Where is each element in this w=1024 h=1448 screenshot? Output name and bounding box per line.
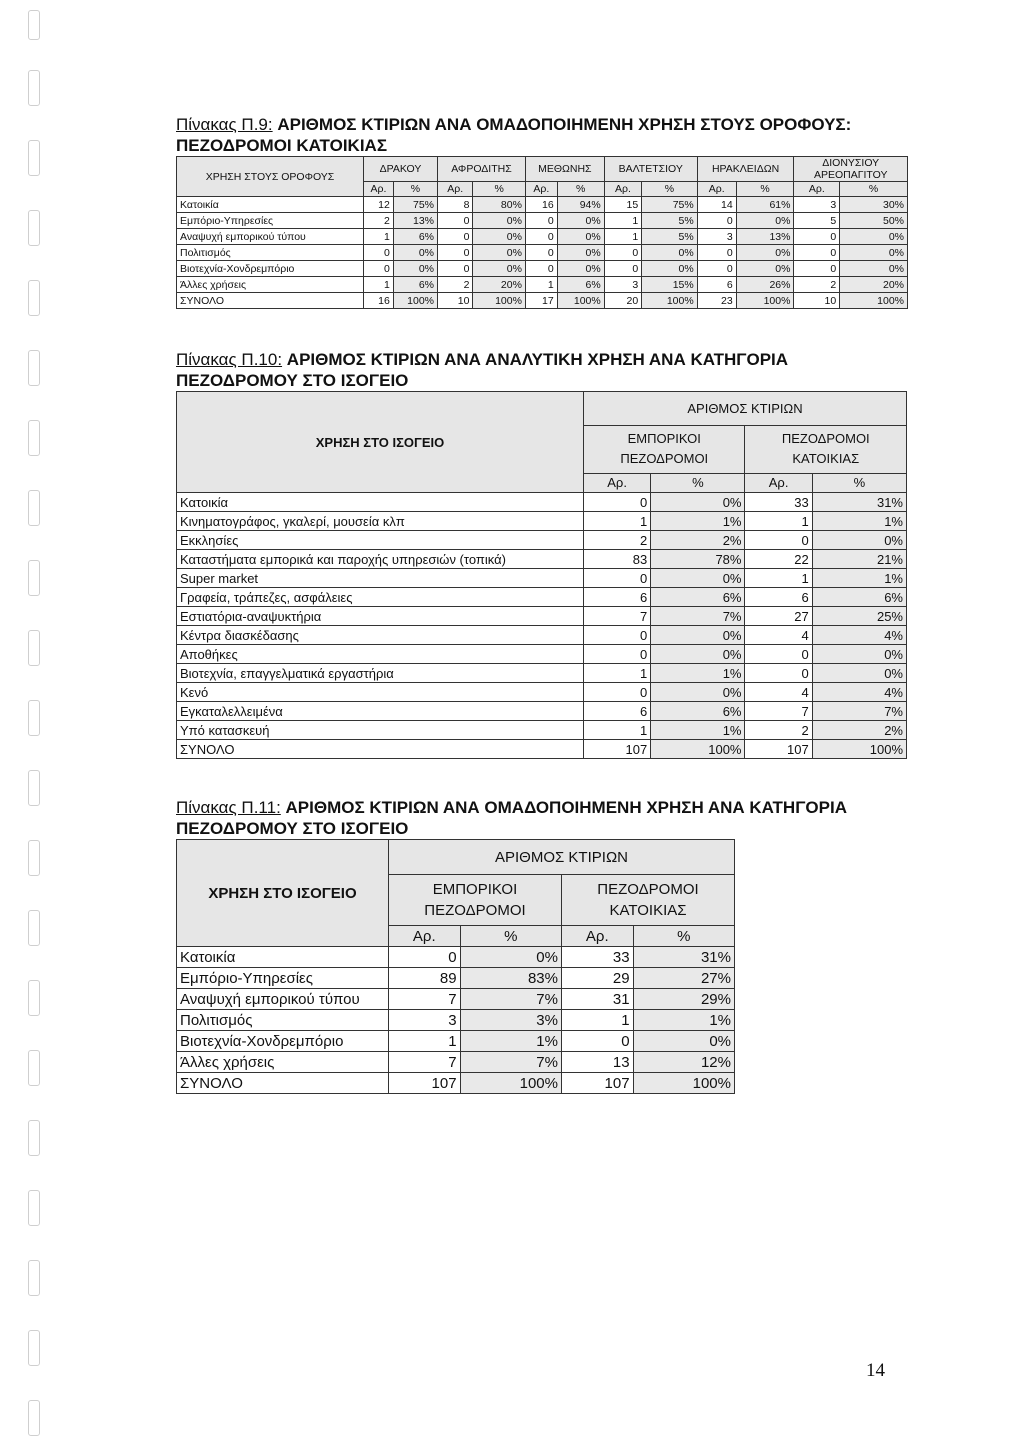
count-cell: 16 [525,197,557,213]
count-cell: 1 [525,277,557,293]
percent-cell: 1% [651,512,745,531]
table-row [177,569,907,588]
count-cell: 23 [697,293,736,309]
table9-caption [176,114,851,156]
percent-cell: 7% [460,1052,561,1073]
row-label: Εμπόριο-Υπηρεσίες [177,213,364,229]
percent-cell: 6% [812,588,906,607]
percent-cell: 0% [840,245,908,261]
row-label: ΣΥΝΟΛΟ [177,293,364,309]
table9-sub-count: Αρ. [604,182,642,197]
percent-cell: 75% [393,197,437,213]
count-cell: 13 [561,1052,633,1073]
count-cell: 2 [364,213,394,229]
count-cell: 1 [584,664,651,683]
count-cell: 0 [604,245,642,261]
count-cell: 3 [697,229,736,245]
count-cell: 6 [697,277,736,293]
count-cell: 0 [584,683,651,702]
percent-cell: 0% [460,947,561,968]
table-row [177,197,908,213]
table11-col1-header: ΕΜΠΟΡΙΚΟΙ ΠΕΖΟΔΡΟΜΟΙ [389,875,562,926]
table-row [177,721,907,740]
row-label: Άλλες χρήσεις [177,277,364,293]
percent-cell: 0% [736,245,794,261]
table10-group-header: ΑΡΙΘΜΟΣ ΚΤΙΡΙΩΝ [584,392,907,426]
percent-cell: 0% [736,261,794,277]
table11-caption-title-line2: ΠΕΖΟΔΡΟΜΟΥ ΣΤΟ ΙΣΟΓΕΙΟ [176,819,409,838]
percent-cell: 0% [812,645,906,664]
table10-caption-label: Πίνακας Π.10: [176,350,283,369]
percent-cell: 2% [651,531,745,550]
table11-sub-pct: % [460,926,561,947]
count-cell: 0 [584,493,651,512]
count-cell: 0 [438,213,473,229]
percent-cell: 0% [557,261,604,277]
table-row [177,989,735,1010]
count-cell: 1 [584,721,651,740]
table9-sub-count: Αρ. [697,182,736,197]
percent-cell: 3% [460,1010,561,1031]
percent-cell: 1% [633,1010,734,1031]
count-cell: 3 [604,277,642,293]
row-label: Βιοτεχνία, επαγγελματικά εργαστήρια [177,664,584,683]
table11-row-header: ΧΡΗΣΗ ΣΤΟ ΙΣΟΓΕΙΟ [177,840,389,947]
count-cell: 31 [561,989,633,1010]
table11 [176,839,735,1094]
percent-cell: 83% [460,968,561,989]
percent-cell: 100% [557,293,604,309]
row-label: Αναψυχή εμπορικού τύπου [177,989,389,1010]
count-cell: 0 [525,213,557,229]
percent-cell: 100% [736,293,794,309]
table-row [177,245,908,261]
count-cell: 0 [584,645,651,664]
percent-cell: 0% [473,229,525,245]
percent-cell: 0% [557,229,604,245]
row-label: Κατοικία [177,493,584,512]
count-cell: 89 [389,968,461,989]
count-cell: 2 [584,531,651,550]
percent-cell: 31% [812,493,906,512]
row-label: Κενό [177,683,584,702]
table9-col-header: ΑΦΡΟΔΙΤΗΣ [438,157,526,182]
percent-cell: 12% [633,1052,734,1073]
table-row [177,261,908,277]
row-label: Εγκαταλελλειμένα [177,702,584,721]
percent-cell: 6% [393,277,437,293]
table9-col-header: ΔΙΟΝΥΣΙΟΥ ΑΡΕΟΠΑΓΙΤΟΥ [794,157,908,182]
row-label: Εκκλησίες [177,531,584,550]
row-label: Αναψυχή εμπορικού τύπου [177,229,364,245]
table9-col-header: ΒΑΛΤΕΤΣΙΟΥ [604,157,697,182]
count-cell: 0 [438,245,473,261]
percent-cell: 1% [812,569,906,588]
percent-cell: 0% [736,213,794,229]
percent-cell: 7% [460,989,561,1010]
count-cell: 7 [389,989,461,1010]
count-cell: 0 [525,229,557,245]
table11-sub-pct: % [633,926,734,947]
table-row [177,213,908,229]
percent-cell: 5% [642,229,697,245]
table-row [177,664,907,683]
table-row [177,1073,735,1094]
table10-caption [176,349,788,391]
row-label: Εμπόριο-Υπηρεσίες [177,968,389,989]
table-row [177,683,907,702]
table11-caption-title-line1: ΑΡΙΘΜΟΣ ΚΤΙΡΙΩΝ ΑΝΑ ΟΜΑΔΟΠΟΙΗΜΕΝΗ ΧΡΗΣΗ ΑΝΑ ΚΑΤΗΓΟΡΙΑ [285,798,847,817]
percent-cell: 100% [633,1073,734,1094]
percent-cell: 0% [651,683,745,702]
row-label: ΣΥΝΟΛΟ [177,740,584,759]
table9-caption-label: Πίνακας Π.9: [176,115,273,134]
row-label: Αποθήκες [177,645,584,664]
page-number: 14 [866,1360,885,1381]
table-row [177,1010,735,1031]
table10-sub-pct: % [651,473,745,492]
percent-cell: 0% [473,245,525,261]
count-cell: 7 [584,607,651,626]
table-row [177,493,907,512]
row-label: Κέντρα διασκέδασης [177,626,584,645]
table-row [177,645,907,664]
count-cell: 1 [389,1031,461,1052]
table10-col1-header: ΕΜΠΟΡΙΚΟΙ ΠΕΖΟΔΡΟΜΟΙ [584,425,745,473]
table10-sub-count: Αρ. [584,473,651,492]
table-row [177,229,908,245]
count-cell: 2 [745,721,812,740]
percent-cell: 13% [393,213,437,229]
percent-cell: 0% [633,1031,734,1052]
count-cell: 2 [794,277,840,293]
table-row [177,740,907,759]
count-cell: 0 [794,229,840,245]
percent-cell: 6% [557,277,604,293]
table9-col-header: ΔΡΑΚΟΥ [364,157,438,182]
percent-cell: 1% [812,512,906,531]
percent-cell: 20% [473,277,525,293]
row-label: Κινηματογράφος, γκαλερί, μουσεία κλπ [177,512,584,531]
percent-cell: 15% [642,277,697,293]
table-row [177,588,907,607]
percent-cell: 100% [473,293,525,309]
count-cell: 0 [438,261,473,277]
count-cell: 0 [364,245,394,261]
count-cell: 0 [745,664,812,683]
count-cell: 6 [745,588,812,607]
count-cell: 1 [745,569,812,588]
table-row [177,550,907,569]
binding-holes [28,0,48,1448]
percent-cell: 0% [651,569,745,588]
table9-row-header: ΧΡΗΣΗ ΣΤΟΥΣ ΟΡΟΦΟΥΣ [177,157,364,197]
percent-cell: 4% [812,626,906,645]
percent-cell: 0% [651,645,745,664]
percent-cell: 100% [651,740,745,759]
percent-cell: 26% [736,277,794,293]
count-cell: 12 [364,197,394,213]
table9-col-header: ΗΡΑΚΛΕΙΔΩΝ [697,157,794,182]
percent-cell: 0% [812,531,906,550]
table9-caption-title-line2: ΠΕΖΟΔΡΟΜΟΙ ΚΑΤΟΙΚΙΑΣ [176,136,388,155]
table10-caption-title-line1: ΑΡΙΘΜΟΣ ΚΤΙΡΙΩΝ ΑΝΑ ΑΝΑΛΥΤΙΚΗ ΧΡΗΣΗ ΑΝΑ ΚΑΤΗΓΟΡΙΑ [286,350,789,369]
percent-cell: 100% [460,1073,561,1094]
percent-cell: 31% [633,947,734,968]
percent-cell: 0% [812,664,906,683]
table-row [177,968,735,989]
count-cell: 1 [364,229,394,245]
percent-cell: 5% [642,213,697,229]
table9-sub-count: Αρ. [794,182,840,197]
table11-caption-label: Πίνακας Π.11: [176,798,281,817]
percent-cell: 6% [393,229,437,245]
count-cell: 0 [697,213,736,229]
percent-cell: 0% [651,626,745,645]
percent-cell: 0% [557,213,604,229]
count-cell: 16 [364,293,394,309]
percent-cell: 7% [651,607,745,626]
count-cell: 0 [745,645,812,664]
table11-sub-count: Αρ. [389,926,461,947]
percent-cell: 21% [812,550,906,569]
row-label: Άλλες χρήσεις [177,1052,389,1073]
percent-cell: 0% [473,213,525,229]
table10-col2-header: ΠΕΖΟΔΡΟΜΟΙ ΚΑΤΟΙΚΙΑΣ [745,425,907,473]
table-row [177,1031,735,1052]
percent-cell: 50% [840,213,908,229]
count-cell: 107 [389,1073,461,1094]
count-cell: 1 [745,512,812,531]
count-cell: 0 [794,261,840,277]
percent-cell: 0% [473,261,525,277]
row-label: Βιοτεχνία-Χονδρεμπόριο [177,261,364,277]
percent-cell: 78% [651,550,745,569]
table-row [177,293,908,309]
table9-sub-count: Αρ. [364,182,394,197]
table9-sub-count: Αρ. [438,182,473,197]
table10-sub-count: Αρ. [745,473,812,492]
percent-cell: 29% [633,989,734,1010]
row-label: Κατοικία [177,197,364,213]
percent-cell: 7% [812,702,906,721]
count-cell: 1 [364,277,394,293]
percent-cell: 25% [812,607,906,626]
row-label: Υπό κατασκευή [177,721,584,740]
percent-cell: 100% [393,293,437,309]
row-label: Πολιτισμός [177,245,364,261]
count-cell: 0 [604,261,642,277]
table10-sub-pct: % [812,473,906,492]
percent-cell: 30% [840,197,908,213]
row-label: ΣΥΝΟΛΟ [177,1073,389,1094]
percent-cell: 13% [736,229,794,245]
table11-col2-header: ΠΕΖΟΔΡΟΜΟΙ ΚΑΤΟΙΚΙΑΣ [561,875,734,926]
count-cell: 1 [604,213,642,229]
count-cell: 10 [438,293,473,309]
percent-cell: 100% [812,740,906,759]
count-cell: 0 [697,261,736,277]
percent-cell: 0% [651,493,745,512]
count-cell: 3 [794,197,840,213]
percent-cell: 75% [642,197,697,213]
table-row [177,947,735,968]
percent-cell: 27% [633,968,734,989]
count-cell: 0 [745,531,812,550]
table9-sub-pct: % [557,182,604,197]
percent-cell: 4% [812,683,906,702]
table9-sub-count: Αρ. [525,182,557,197]
count-cell: 0 [561,1031,633,1052]
percent-cell: 0% [840,229,908,245]
count-cell: 0 [794,245,840,261]
row-label: Καταστήματα εμπορικά και παροχής υπηρεσιών (τοπικά) [177,550,584,569]
table9-caption-title-line1: ΑΡΙΘΜΟΣ ΚΤΙΡΙΩΝ ΑΝΑ ΟΜΑΔΟΠΟΙΗΜΕΝΗ ΧΡΗΣΗ ΣΤΟΥΣ ΟΡΟΦΟΥΣ: [277,115,852,134]
count-cell: 29 [561,968,633,989]
percent-cell: 1% [651,721,745,740]
count-cell: 6 [584,588,651,607]
count-cell: 14 [697,197,736,213]
count-cell: 0 [525,261,557,277]
count-cell: 1 [604,229,642,245]
percent-cell: 20% [840,277,908,293]
percent-cell: 2% [812,721,906,740]
percent-cell: 1% [460,1031,561,1052]
count-cell: 4 [745,626,812,645]
percent-cell: 100% [840,293,908,309]
count-cell: 7 [389,1052,461,1073]
table-row [177,626,907,645]
count-cell: 33 [561,947,633,968]
row-label: Γραφεία, τράπεζες, ασφάλειες [177,588,584,607]
count-cell: 20 [604,293,642,309]
percent-cell: 0% [557,245,604,261]
table11-sub-count: Αρ. [561,926,633,947]
count-cell: 5 [794,213,840,229]
count-cell: 4 [745,683,812,702]
count-cell: 17 [525,293,557,309]
table-row [177,1052,735,1073]
count-cell: 107 [745,740,812,759]
count-cell: 33 [745,493,812,512]
row-label: Πολιτισμός [177,1010,389,1031]
count-cell: 8 [438,197,473,213]
table9-sub-pct: % [473,182,525,197]
count-cell: 107 [561,1073,633,1094]
row-label: Εστιατόρια-αναψυκτήρια [177,607,584,626]
table11-caption [176,797,847,839]
percent-cell: 0% [642,261,697,277]
count-cell: 22 [745,550,812,569]
count-cell: 0 [389,947,461,968]
table9-sub-pct: % [840,182,908,197]
row-label: Κατοικία [177,947,389,968]
table9-sub-pct: % [393,182,437,197]
count-cell: 27 [745,607,812,626]
count-cell: 0 [364,261,394,277]
count-cell: 1 [584,512,651,531]
table-row [177,277,908,293]
count-cell: 0 [697,245,736,261]
table-row [177,702,907,721]
count-cell: 1 [561,1010,633,1031]
count-cell: 0 [584,626,651,645]
table11-group-header: ΑΡΙΘΜΟΣ ΚΤΙΡΙΩΝ [389,840,735,875]
table10 [176,391,907,759]
row-label: Βιοτεχνία-Χονδρεμπόριο [177,1031,389,1052]
percent-cell: 6% [651,588,745,607]
table-row [177,512,907,531]
table9-sub-pct: % [642,182,697,197]
percent-cell: 100% [642,293,697,309]
table9-sub-pct: % [736,182,794,197]
count-cell: 0 [525,245,557,261]
table9 [176,156,908,309]
table-row [177,607,907,626]
percent-cell: 1% [651,664,745,683]
count-cell: 0 [438,229,473,245]
percent-cell: 94% [557,197,604,213]
percent-cell: 0% [393,261,437,277]
count-cell: 6 [584,702,651,721]
count-cell: 0 [584,569,651,588]
percent-cell: 61% [736,197,794,213]
percent-cell: 0% [840,261,908,277]
count-cell: 7 [745,702,812,721]
percent-cell: 0% [393,245,437,261]
table10-caption-title-line2: ΠΕΖΟΔΡΟΜΟΥ ΣΤΟ ΙΣΟΓΕΙΟ [176,371,409,390]
count-cell: 10 [794,293,840,309]
percent-cell: 6% [651,702,745,721]
table-row [177,531,907,550]
percent-cell: 0% [642,245,697,261]
count-cell: 2 [438,277,473,293]
table10-row-header: ΧΡΗΣΗ ΣΤΟ ΙΣΟΓΕΙΟ [177,392,584,493]
count-cell: 3 [389,1010,461,1031]
row-label: Super market [177,569,584,588]
count-cell: 107 [584,740,651,759]
count-cell: 15 [604,197,642,213]
percent-cell: 80% [473,197,525,213]
count-cell: 83 [584,550,651,569]
table9-col-header: ΜΕΘΩΝΗΣ [525,157,604,182]
